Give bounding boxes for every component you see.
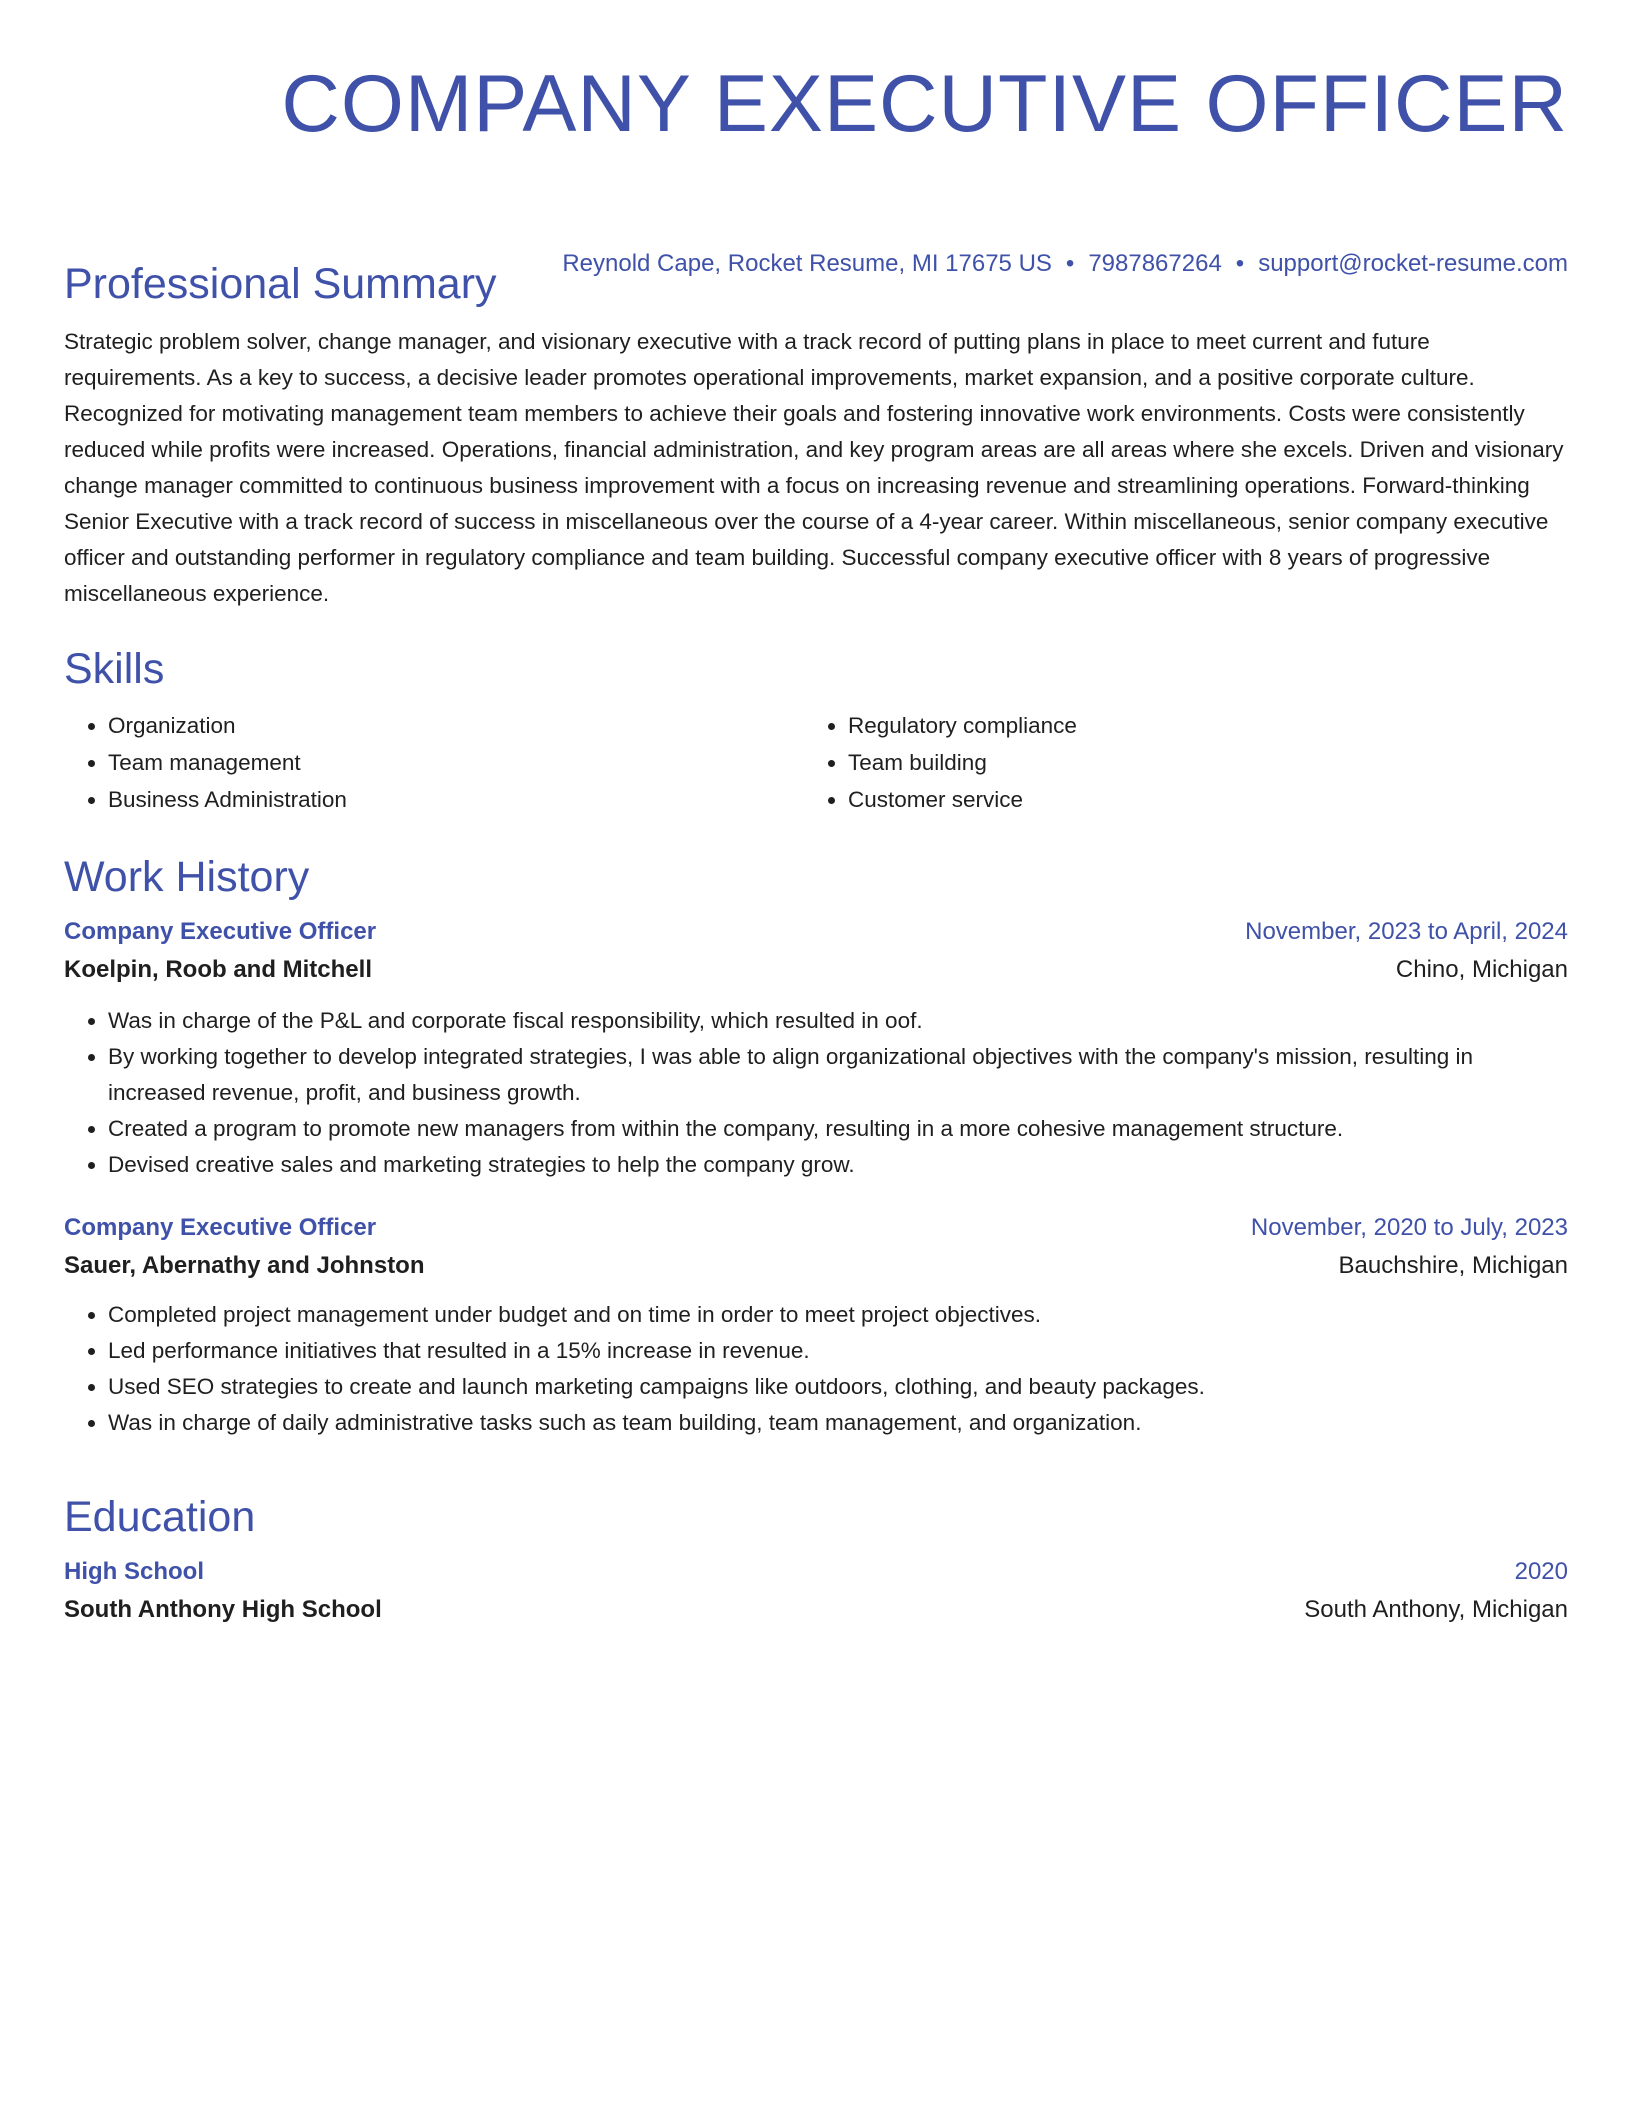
contact-address: Reynold Cape, Rocket Resume, MI 17675 US [562,250,1052,277]
job-location: Chino, Michigan [1395,956,1568,983]
contact-email: support@rocket-resume.com [1258,250,1568,277]
work-heading: Work History [64,853,310,901]
summary-section [64,258,1568,612]
job-bullet: • Devised creative sales and marketing strategies to help the company grow. [108,1147,1568,1183]
skills-column-right [804,707,1544,818]
job-company: Koelpin, Roob and Mitchell [64,956,372,983]
page-title: COMPANY EXECUTIVE OFFICER [281,59,1568,149]
education-year: 2020 [1514,1558,1568,1585]
skills-list [64,707,1568,818]
job-subheader [64,951,1568,989]
job-dates: November, 2020 to July, 2023 [1250,1214,1568,1241]
job-bullets [64,1297,1568,1441]
job-header [64,1209,1568,1247]
contact-separator: • [1235,250,1245,277]
skills-column-left [64,707,804,818]
education-section [64,1491,1568,1629]
job-bullet: • Was in charge of daily administrative tasks such as team building, team management, and organization. [108,1405,1568,1441]
skill-item: • Regulatory compliance [848,707,1544,744]
job-bullet: • Was in charge of the P&L and corporate fiscal responsibility, which resulted in oof. [108,1003,1568,1039]
education-school: South Anthony High School [64,1596,382,1623]
job-title: Company Executive Officer [64,918,377,945]
job-location: Bauchshire, Michigan [1338,1252,1568,1279]
job-dates: November, 2023 to April, 2024 [1245,918,1568,945]
contact-phone: 7987867264 [1088,250,1222,277]
job-bullet: • By working together to develop integrated strategies, I was able to align organizational objectives with the company's mission, resulting in increased revenue, profit, and business growth. [108,1039,1568,1111]
education-degree: High School [64,1558,204,1585]
work-section [64,851,1568,1441]
job-bullet: • Created a program to promote new managers from within the company, resulting in a more cohesive management structure. [108,1111,1568,1147]
job-bullets [64,1003,1568,1183]
job-title: Company Executive Officer [64,1214,377,1241]
job-company: Sauer, Abernathy and Johnston [64,1252,425,1279]
skill-item: • Team management [108,744,804,781]
skill-item: • Customer service [848,781,1544,818]
education-location: South Anthony, Michigan [1304,1596,1568,1623]
job-bullet: • Completed project management under budget and on time in order to meet project objectives. [108,1297,1568,1333]
skill-item: • Business Administration [108,781,804,818]
job-bullet: • Used SEO strategies to create and launch marketing campaigns like outdoors, clothing, and beauty packages. [108,1369,1568,1405]
skills-heading: Skills [64,645,165,693]
job-header [64,913,1568,951]
skill-item: • Team building [848,744,1544,781]
education-entry [64,1553,1568,1629]
skills-section [64,643,1568,818]
job-entry [64,1209,1568,1441]
job-bullet: • Led performance initiatives that resulted in a 15% increase in revenue. [108,1333,1568,1369]
skill-item: • Organization [108,707,804,744]
education-heading: Education [64,1493,256,1541]
education-subheader [64,1591,1568,1629]
job-subheader [64,1247,1568,1285]
contact-separator: • [1065,250,1075,277]
education-header [64,1553,1568,1591]
summary-text: Strategic problem solver, change manager, and visionary executive with a track record of putting plans in place to meet current and future requirements. As a key to success, a decisive leader promotes operational improvements, market expansion, and a positive corporate culture. Recognized for motivating management team members to achieve their goals and fostering innovative work environments. Costs were consistently reduced while profits were increased. Operations, financial administration, and key program areas are all areas where she excels. Driven and visionary change manager committed to continuous business improvement with a focus on increasing revenue and streamlining operations. Forward-thinking Senior Executive with a track record of success in miscellaneous over the course of a 4-year career. Within miscellaneous, senior company executive officer and outstanding performer in regulatory compliance and team building. Successful company executive officer with 8 years of progressive miscellaneous experience. [64,329,1564,606]
job-entry [64,913,1568,1183]
summary-heading: Professional Summary [64,260,497,308]
